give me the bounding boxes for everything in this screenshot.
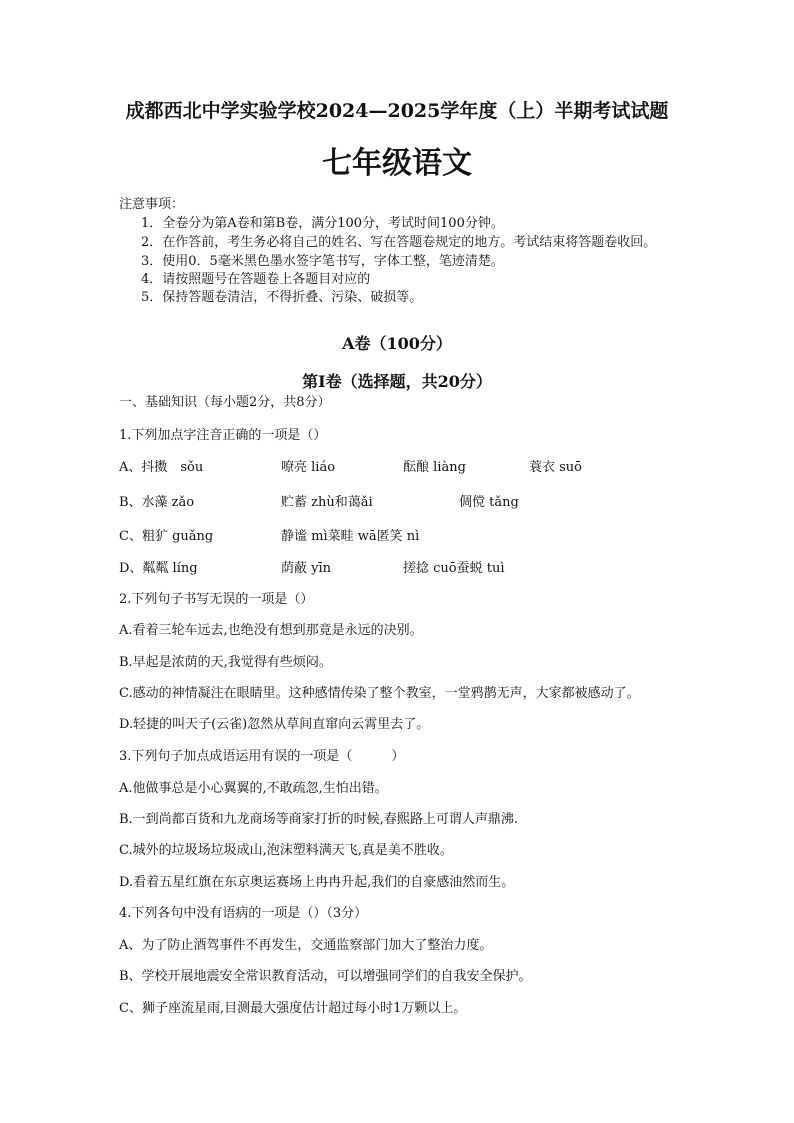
- notice-heading: 注意事项：: [119, 197, 185, 212]
- question-3-stem: 3.下列句子加点成语运用有误的一项是（ ）: [119, 749, 405, 764]
- question-2-stem: 2.下列句子书写无误的一项是（）: [119, 592, 314, 607]
- q1-option-d-3: 搓捻 cuō蚕蜕 tuì: [403, 561, 505, 576]
- q3-option-a: A.他做事总是小心翼翼的,不敢疏忽,生怕出错。: [119, 781, 388, 796]
- exam-subject-title: 七年级语文: [322, 146, 472, 181]
- q1-option-a-4: 蓑衣 suō: [529, 460, 583, 475]
- notice-item-5: 5．保持答题卷清洁，不得折叠、污染、破损等。: [141, 290, 423, 305]
- q2-option-a: A.看着三轮车远去,也绝没有想到那竟是永远的决别。: [119, 623, 423, 638]
- notice-item-4: 4．请按照题号在答题卷上各题目对应的: [141, 272, 371, 287]
- q1-option-b-1: B、水藻 zǎo: [119, 495, 195, 510]
- notice-item-2: 2．在作答前，考生务必将自己的姓名、写在答题卷规定的地方。考试结束将答题卷收回。: [141, 235, 657, 250]
- q1-option-c-2: 静谧 mì菜畦 wā匿笑 nì: [281, 529, 420, 544]
- q1-option-b-3: 倜傥 tǎng: [459, 495, 519, 510]
- notice-item-3: 3．使用0．5毫米黑色墨水签字笔书写，字体工整，笔迹清楚。: [141, 254, 504, 269]
- q4-option-c: C、狮子座流星雨,目测最大强度估计超过每小时1万颗以上。: [119, 1001, 467, 1016]
- q2-option-c: C.感动的神情凝注在眼睛里。这种感情传染了整个教室，一堂鸦鹊无声，大家都被感动了。: [119, 686, 640, 701]
- section-a-heading: A卷（100分）: [342, 334, 452, 353]
- q4-option-b: B、学校开展地震安全常识教育活动，可以增强同学们的自我安全保护。: [119, 969, 532, 984]
- part-one-heading: 第Ⅰ卷（选择题，共20分）: [302, 372, 492, 391]
- q1-option-d-1: D、粼粼 líng: [119, 561, 198, 576]
- q1-option-d-2: 荫蔽 yīn: [281, 561, 332, 576]
- q1-option-a-2: 嘹亮 liáo: [281, 460, 336, 475]
- question-1-stem: 1.下列加点字注音正确的一项是（）: [119, 428, 327, 443]
- q2-option-d: D.轻捷的叫天子(云雀)忽然从草间直窜向云霄里去了。: [119, 717, 430, 732]
- q1-option-a-1: A、抖擞 sǒu: [119, 460, 204, 475]
- q3-option-c: C.城外的垃圾场垃圾成山,泡沫塑料满天飞,真是美不胜收。: [119, 843, 453, 858]
- question-4-stem: 4.下列各句中没有语病的一项是（）（3分）: [119, 906, 368, 921]
- exam-school-title: 成都西北中学实验学校2024—2025学年度（上）半期考试试题: [125, 100, 669, 122]
- q1-option-a-3: 酝酿 liàng: [403, 460, 466, 475]
- notice-item-1: 1．全卷分为第A卷和第B卷，满分100分，考试时间100分钟。: [141, 216, 504, 231]
- q1-option-c-1: C、粗犷 guǎng: [119, 529, 214, 544]
- part-one-subheading: 一、基础知识（每小题2分，共8分）: [119, 395, 331, 410]
- q3-option-d: D.看着五星红旗在东京奥运赛场上冉冉升起,我们的自豪感油然而生。: [119, 875, 515, 890]
- q1-option-b-2: 贮蓄 zhù和蔼ǎi: [281, 495, 373, 510]
- q4-option-a: A、为了防止酒驾事件不再发生，交通监察部门加大了整治力度。: [119, 938, 493, 953]
- q2-option-b: B.早起是浓荫的天,我觉得有些烦闷。: [119, 655, 332, 670]
- q3-option-b: B.一到尚都百货和九龙商场等商家打折的时候,春熙路上可谓人声鼎沸.: [119, 812, 518, 827]
